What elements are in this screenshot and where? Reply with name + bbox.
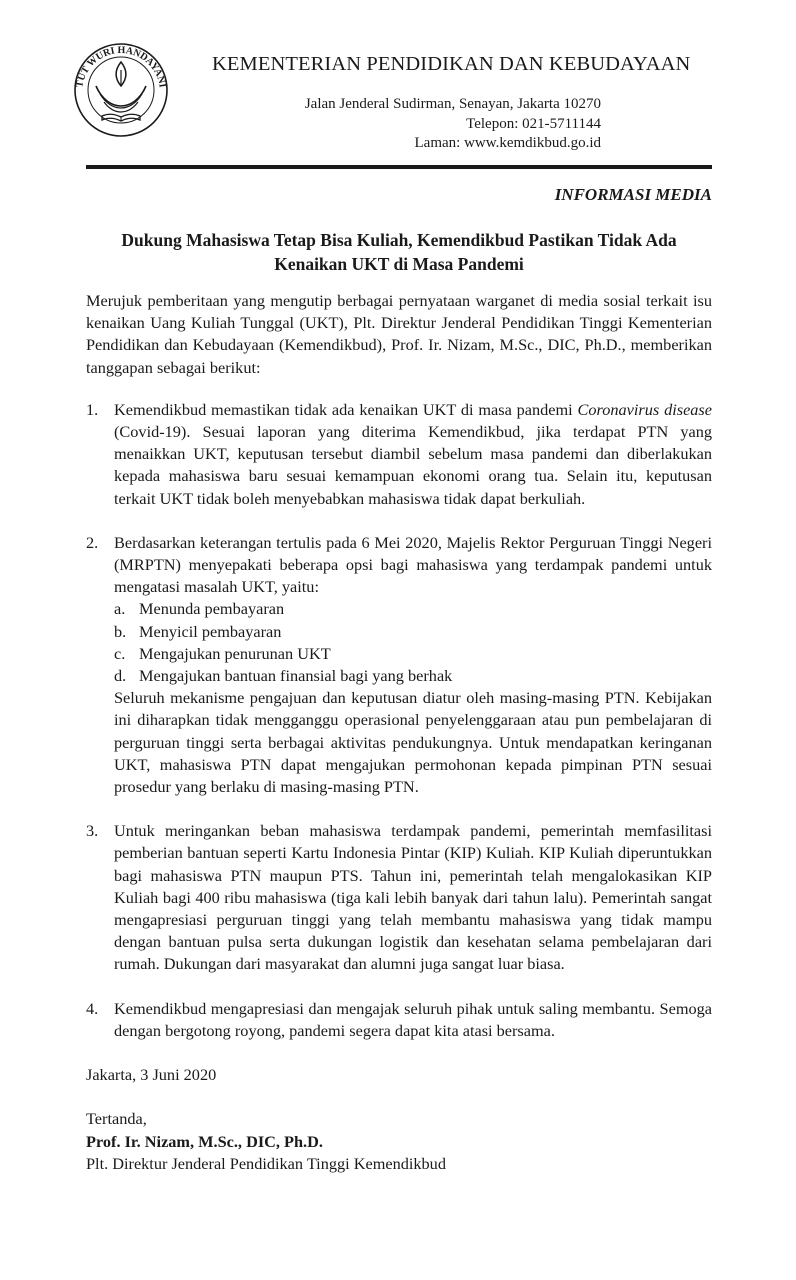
- item-text-part: (Covid-19). Sesuai laporan yang diterima Kemendikbud, jika terdapat PTN yang menaikkan UKT, keputusan tersebut diambil sebelum masa pandemi dan diberlakukan kepada mahasiswa baru sesuai kemampuan ekonomi orang tua. Selain itu, keputusan terkait UKT tidak boleh menyebabkan mahasiswa tidak dapat berkuliah.: [114, 422, 712, 508]
- sub-item-text: Menunda pembayaran: [139, 599, 285, 619]
- document-date: Jakarta, 3 Juni 2020: [86, 1065, 217, 1085]
- list-item-3: [86, 820, 712, 975]
- website: Laman: www.kemdikbud.go.id: [414, 135, 601, 151]
- sub-item: [114, 621, 712, 643]
- document-body: [86, 290, 712, 1175]
- sub-item-text: Menyicil pembayaran: [139, 621, 282, 641]
- sub-item-text: Mengajukan penurunan UKT: [139, 643, 331, 663]
- list-item-text: Kemendikbud mengapresiasi dan mengajak seluruh pihak untuk saling membantu. Semoga dengan bergotong royong, pandemi segera dapat kita atasi bersama.: [114, 998, 712, 1040]
- header-divider: [86, 165, 712, 169]
- sub-item-letter: c.: [114, 643, 126, 663]
- title-line-1: Dukung Mahasiswa Tetap Bisa Kuliah, Kemendikbud Pastikan Tidak Ada: [121, 230, 677, 250]
- phone: Telepon: 021-5711144: [466, 115, 601, 132]
- document-title: [86, 228, 712, 276]
- document-label: INFORMASI MEDIA: [554, 185, 712, 204]
- list-number: 4.: [86, 998, 99, 1018]
- sub-item: [114, 598, 712, 620]
- list-item-text: Untuk meringankan beban mahasiswa terdampak pandemi, pemerintah memfasilitasi pemberian bantuan seperti Kartu Indonesia Pintar (KIP) Kuliah. KIP Kuliah diperuntukkan bagi mahasiswa PTN maupun PTS. Tahun ini, pemerintah telah mengalokasikan KIP Kuliah bagi 400 ribu mahasiswa (tiga kali lebih banyak dari tahun lalu). Pemerintah sangat mengapresiasi perguruan tinggi yang telah membantu mahasiswa yang tidak mampu dengan bantuan pulsa serta dukungan logistik dan kesehatan selama pembelajaran dari rumah. Dukungan dari masyarakat dan alumni juga sangat luar biasa.: [114, 821, 712, 974]
- sub-item-letter: d.: [114, 666, 127, 686]
- svg-text:TUT WURI HANDAYANI: TUT WURI HANDAYANI: [74, 44, 168, 89]
- signature-label: Tertanda,: [86, 1109, 147, 1129]
- signatory-name: Prof. Ir. Nizam, M.Sc., DIC, Ph.D.: [86, 1131, 323, 1151]
- sub-item: [114, 665, 712, 687]
- list-number: 2.: [86, 532, 99, 552]
- address: Jalan Jenderal Sudirman, Senayan, Jakarta 10270: [304, 96, 601, 112]
- signatory-position: Plt. Direktur Jenderal Pendidikan Tinggi Kemendikbud: [86, 1153, 446, 1173]
- list-item-text: [114, 399, 712, 510]
- item-text-italic: Coronavirus disease: [577, 399, 712, 419]
- list-item-1: [86, 399, 712, 510]
- list-number: 3.: [86, 821, 99, 841]
- intro-paragraph: Merujuk pemberitaan yang mengutip berbagai pernyataan warganet di media sosial terkait isu kenaikan Uang Kuliah Tunggal (UKT), Plt. Direktur Jenderal Pendidikan Tinggi Kementerian Pendidikan dan Kebudayaan (Kemendikbud), Prof. Ir. Nizam, M.Sc., DIC, Ph.D., memberikan tanggapan sebagai berikut:: [86, 291, 712, 377]
- tut-wuri-handayani-logo: [66, 40, 176, 140]
- sub-item-letter: a.: [114, 599, 126, 619]
- address-block: [305, 95, 601, 154]
- item-text-part: Kemendikbud memastikan tidak ada kenaikan UKT di masa pandemi: [114, 399, 578, 419]
- list-number: 1.: [86, 399, 99, 419]
- sub-item: [114, 643, 712, 665]
- item-text: Berdasarkan keterangan tertulis pada 6 Mei 2020, Majelis Rektor Perguruan Tinggi Negeri (MRPTN) menyepakati beberapa opsi bagi mahasiswa yang terdampak pandemi untuk mengatasi masalah UKT, yaitu:: [114, 532, 712, 597]
- organization-name: KEMENTERIAN PENDIDIKAN DAN KEBUDAYAAN: [212, 53, 691, 75]
- sub-item-letter: b.: [114, 621, 127, 641]
- signature-block: [86, 1108, 712, 1175]
- title-line-2: Kenaikan UKT di Masa Pandemi: [274, 254, 524, 274]
- list-item-text: [114, 532, 712, 798]
- list-item-4: [86, 998, 712, 1042]
- sub-item-text: Mengajukan bantuan finansial bagi yang berhak: [139, 666, 453, 686]
- list-item-2: [86, 532, 712, 798]
- item-text-after: Seluruh mekanisme pengajuan dan keputusan diatur oleh masing-masing PTN. Kebijakan ini diharapkan tidak mengganggu operasional penyelenggaraan atau pun pembelajaran di perguruan tinggi serta berbagai aktivitas pendukungnya. Untuk mendapatkan keringanan UKT, mahasiswa PTN dapat mengajukan permohonan kepada pimpinan PTN sesuai prosedur yang berlaku di masing-masing PTN.: [114, 688, 712, 797]
